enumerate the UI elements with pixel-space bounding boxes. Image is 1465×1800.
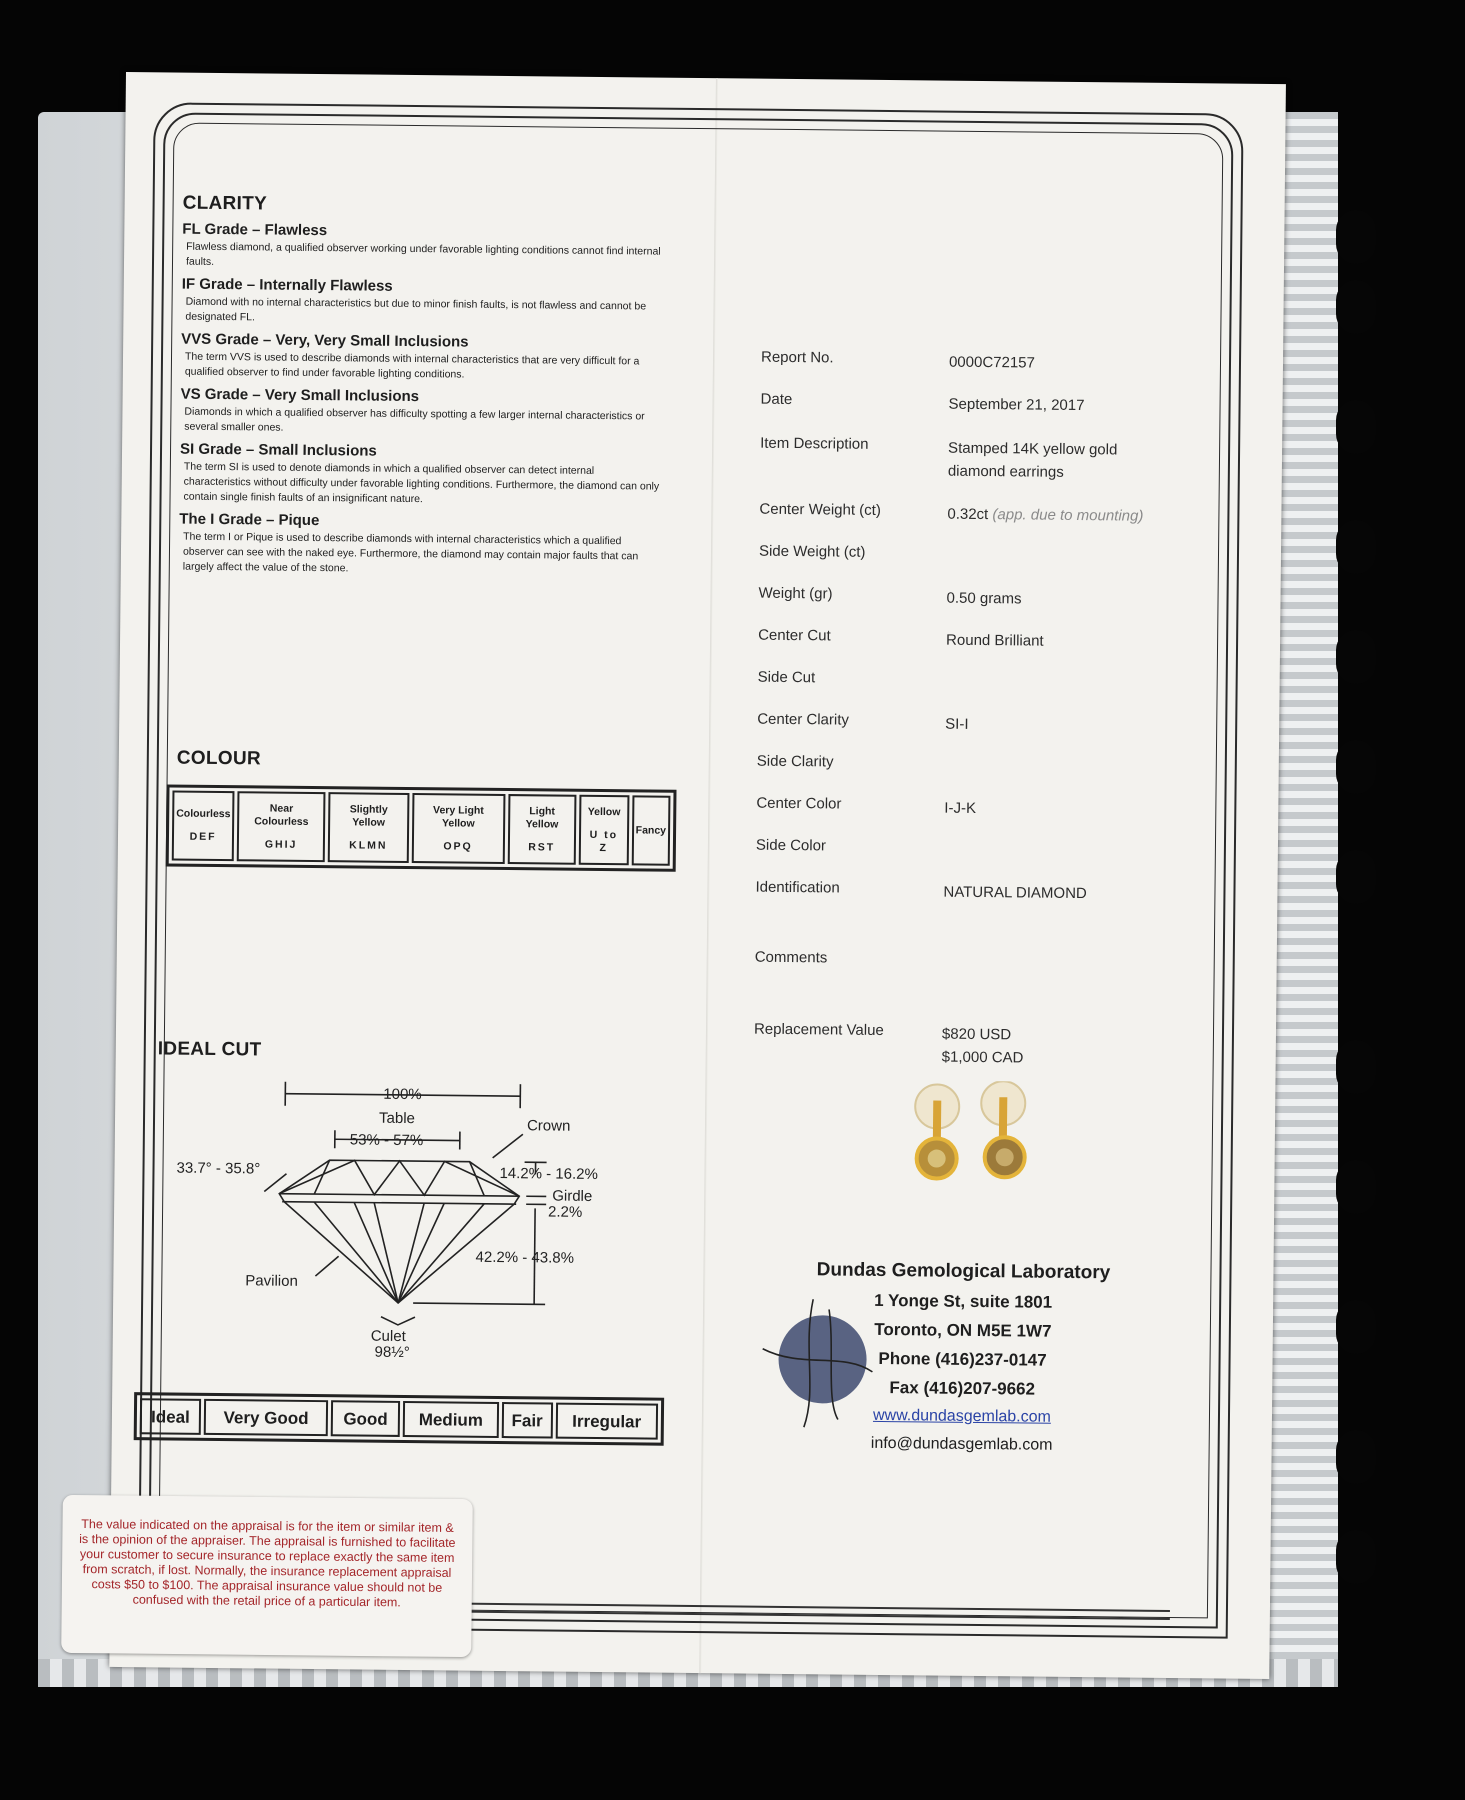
punch-hole — [1336, 400, 1376, 454]
cut-grade-cell: Irregular — [555, 1403, 658, 1440]
detail-value: September 21, 2017 — [948, 395, 1085, 415]
detail-value-line2: $1,000 CAD — [941, 1048, 1024, 1067]
detail-label: Date — [760, 390, 793, 408]
detail-value: Stamped 14K yellow gold — [948, 439, 1118, 459]
pavilion-depth-label: 42.2% - 43.8% — [475, 1248, 575, 1267]
crown-label: Crown — [526, 1117, 571, 1135]
table-range-label: 53% - 57% — [349, 1131, 424, 1150]
colour-cell — [237, 791, 326, 862]
detail-value: SI-I — [945, 715, 969, 733]
detail-value: I-J-K — [944, 799, 977, 817]
detail-label: Replacement Value — [753, 1020, 884, 1039]
cut-grade-cell: Good — [331, 1400, 400, 1437]
grade-description: The term I or Pique is used to describe diamonds with internal characteristics which a qualified observer can see with the naked eye. Furthermore, the diamond may contain major faults that can largely affect the value of the stone. — [182, 530, 639, 575]
clarity-grade — [181, 276, 661, 330]
crown-height-label: 14.2% - 16.2% — [499, 1164, 598, 1184]
grade-description: Flawless diamond, a qualified observer working under favorable lighting conditions cannot find internal faults. — [185, 240, 661, 268]
width-label: 100% — [383, 1085, 422, 1104]
colour-cell — [631, 795, 670, 865]
detail-label: Comments — [754, 948, 828, 967]
detail-label: Center Color — [756, 794, 842, 813]
detail-value-line2: diamond earrings — [947, 462, 1064, 481]
colour-name: Very Light Yellow — [433, 803, 484, 830]
colour-letters: GHIJ — [264, 837, 298, 851]
ideal-cut-title: IDEAL CUT — [157, 1038, 262, 1061]
colour-cell — [328, 792, 409, 863]
punch-hole — [1336, 210, 1376, 264]
colour-cell — [172, 791, 235, 862]
grade-description: Diamonds in which a qualified observer has difficulty spotting a few larger internal characteristics or several smaller ones. — [184, 405, 645, 434]
disclaimer-sticker — [61, 1495, 473, 1657]
cut-grade-cell: Very Good — [204, 1399, 329, 1436]
detail-label: Item Description — [760, 434, 869, 453]
lab-contact-block — [812, 1259, 1114, 1460]
punch-hole — [1336, 1160, 1376, 1214]
clarity-title: CLARITY — [182, 192, 268, 215]
lab-email: info@dundasgemlab.com — [870, 1434, 1053, 1454]
lab-phone: Phone (416)237-0147 — [878, 1348, 1047, 1370]
detail-value: Round Brilliant — [946, 631, 1044, 650]
cut-grade-cell: Ideal — [140, 1398, 201, 1435]
punch-hole — [1336, 1040, 1376, 1094]
lab-name: Dundas Gemological Laboratory — [816, 1259, 1111, 1284]
culet-label: Culet — [370, 1327, 406, 1345]
grade-heading: SI Grade – Small Inclusions — [179, 440, 377, 460]
grade-description: Diamond with no internal characteristics but due to minor finish faults, is not flawless and cannot be designated FL. — [185, 295, 647, 324]
lab-website-link[interactable]: www.dundasgemlab.com — [872, 1406, 1051, 1426]
detail-label: Center Clarity — [757, 710, 850, 729]
clarity-grade — [179, 511, 660, 580]
colour-letters: RST — [528, 840, 556, 854]
grade-heading: The I Grade – Pique — [179, 510, 320, 530]
detail-label: Report No. — [760, 348, 834, 367]
culet-angle-label: 98½° — [374, 1343, 410, 1362]
punch-hole — [1336, 740, 1376, 794]
detail-label: Side Weight (ct) — [758, 542, 866, 561]
pavilion-label: Pavilion — [245, 1272, 298, 1290]
detail-note: (app. due to mounting) — [992, 506, 1144, 525]
colour-name: Colourless — [176, 807, 231, 821]
cut-grade-table — [134, 1392, 664, 1446]
detail-label: Weight (gr) — [758, 584, 833, 603]
lab-address-line1: 1 Yonge St, suite 1801 — [874, 1290, 1053, 1312]
girdle-label: Girdle — [552, 1187, 593, 1205]
appraisal-document — [109, 72, 1286, 1679]
punch-hole — [1336, 1300, 1376, 1354]
colour-letters: DEF — [189, 830, 217, 843]
colour-cell — [579, 795, 629, 866]
grade-heading: VS Grade – Very Small Inclusions — [180, 385, 420, 406]
punch-hole — [1336, 1530, 1376, 1584]
cut-grade-cell: Medium — [403, 1401, 499, 1438]
colour-letters: OPQ — [443, 839, 473, 853]
detail-label: Side Clarity — [756, 752, 834, 771]
punch-hole — [1336, 520, 1376, 574]
clarity-grade — [179, 441, 660, 510]
punch-hole — [1336, 850, 1376, 904]
clarity-grade — [182, 221, 662, 275]
crown-angle-label: 33.7° - 35.8° — [176, 1159, 261, 1178]
colour-name: Slightly Yellow — [349, 802, 388, 829]
table-label: Table — [378, 1109, 416, 1128]
clarity-section — [179, 193, 663, 582]
detail-value: NATURAL DIAMOND — [943, 883, 1087, 903]
lab-address-line2: Toronto, ON M5E 1W7 — [874, 1319, 1052, 1341]
punch-hole — [1336, 630, 1376, 684]
colour-letters: U to Z — [589, 828, 619, 854]
colour-title: COLOUR — [176, 747, 262, 770]
clarity-grade — [181, 331, 661, 385]
punch-hole — [1336, 280, 1376, 334]
detail-value: 0000C72157 — [948, 353, 1036, 372]
colour-name: Light Yellow — [525, 804, 559, 831]
detail-label: Center Weight (ct) — [759, 500, 881, 519]
detail-value: $820 USD — [941, 1025, 1012, 1044]
grade-heading: FL Grade – Flawless — [182, 220, 328, 240]
grade-description: The term SI is used to denote diamonds in which a qualified observer can detect internal characteristics without difficulty under favorable lighting conditions. Furthermore, the diamond can only contain single finish faults of an insignificant nature. — [183, 460, 660, 506]
colour-name: Yellow — [587, 805, 621, 818]
detail-label: Side Color — [755, 836, 827, 855]
detail-label: Identification — [755, 878, 840, 897]
cut-grade-cell: Fair — [502, 1402, 553, 1439]
colour-cell — [507, 794, 576, 865]
colour-name: Fancy — [635, 823, 667, 837]
detail-value: 0.50 grams — [946, 589, 1022, 608]
colour-name: Near Colourless — [254, 802, 309, 828]
grade-heading: VVS Grade – Very, Very Small Inclusions — [181, 330, 469, 351]
detail-value: 0.32ct — [947, 505, 989, 524]
detail-label: Side Cut — [757, 668, 816, 687]
girdle-value: 2.2% — [547, 1203, 583, 1221]
grade-heading: IF Grade – Internally Flawless — [181, 275, 393, 295]
colour-scale-table — [166, 784, 677, 871]
disclaimer-text: The value indicated on the appraisal is for the item or similar item & is the opinion of the appraiser. The appraisal is furnished to facilitate your customer to secure insurance to replace exactly the same item from scratch, if lost. Normally, the insurance replacement appraisal costs $50 to $100. The appraisal insurance value should not be confused with the retail price of a particular item. — [79, 1517, 456, 1610]
earrings-photo — [894, 1080, 1045, 1192]
punch-hole — [1336, 1430, 1376, 1484]
colour-letters: KLMN — [349, 838, 388, 852]
detail-label: Center Cut — [758, 626, 831, 645]
grade-description: The term VVS is used to describe diamonds with internal characteristics that are very difficult for a qualified observer to find under favorable lighting conditions. — [184, 350, 640, 381]
clarity-grade — [180, 386, 660, 440]
colour-cell — [411, 793, 505, 864]
diamond-proportions-diagram — [152, 1062, 675, 1367]
lab-fax: Fax (416)207-9662 — [889, 1378, 1036, 1399]
